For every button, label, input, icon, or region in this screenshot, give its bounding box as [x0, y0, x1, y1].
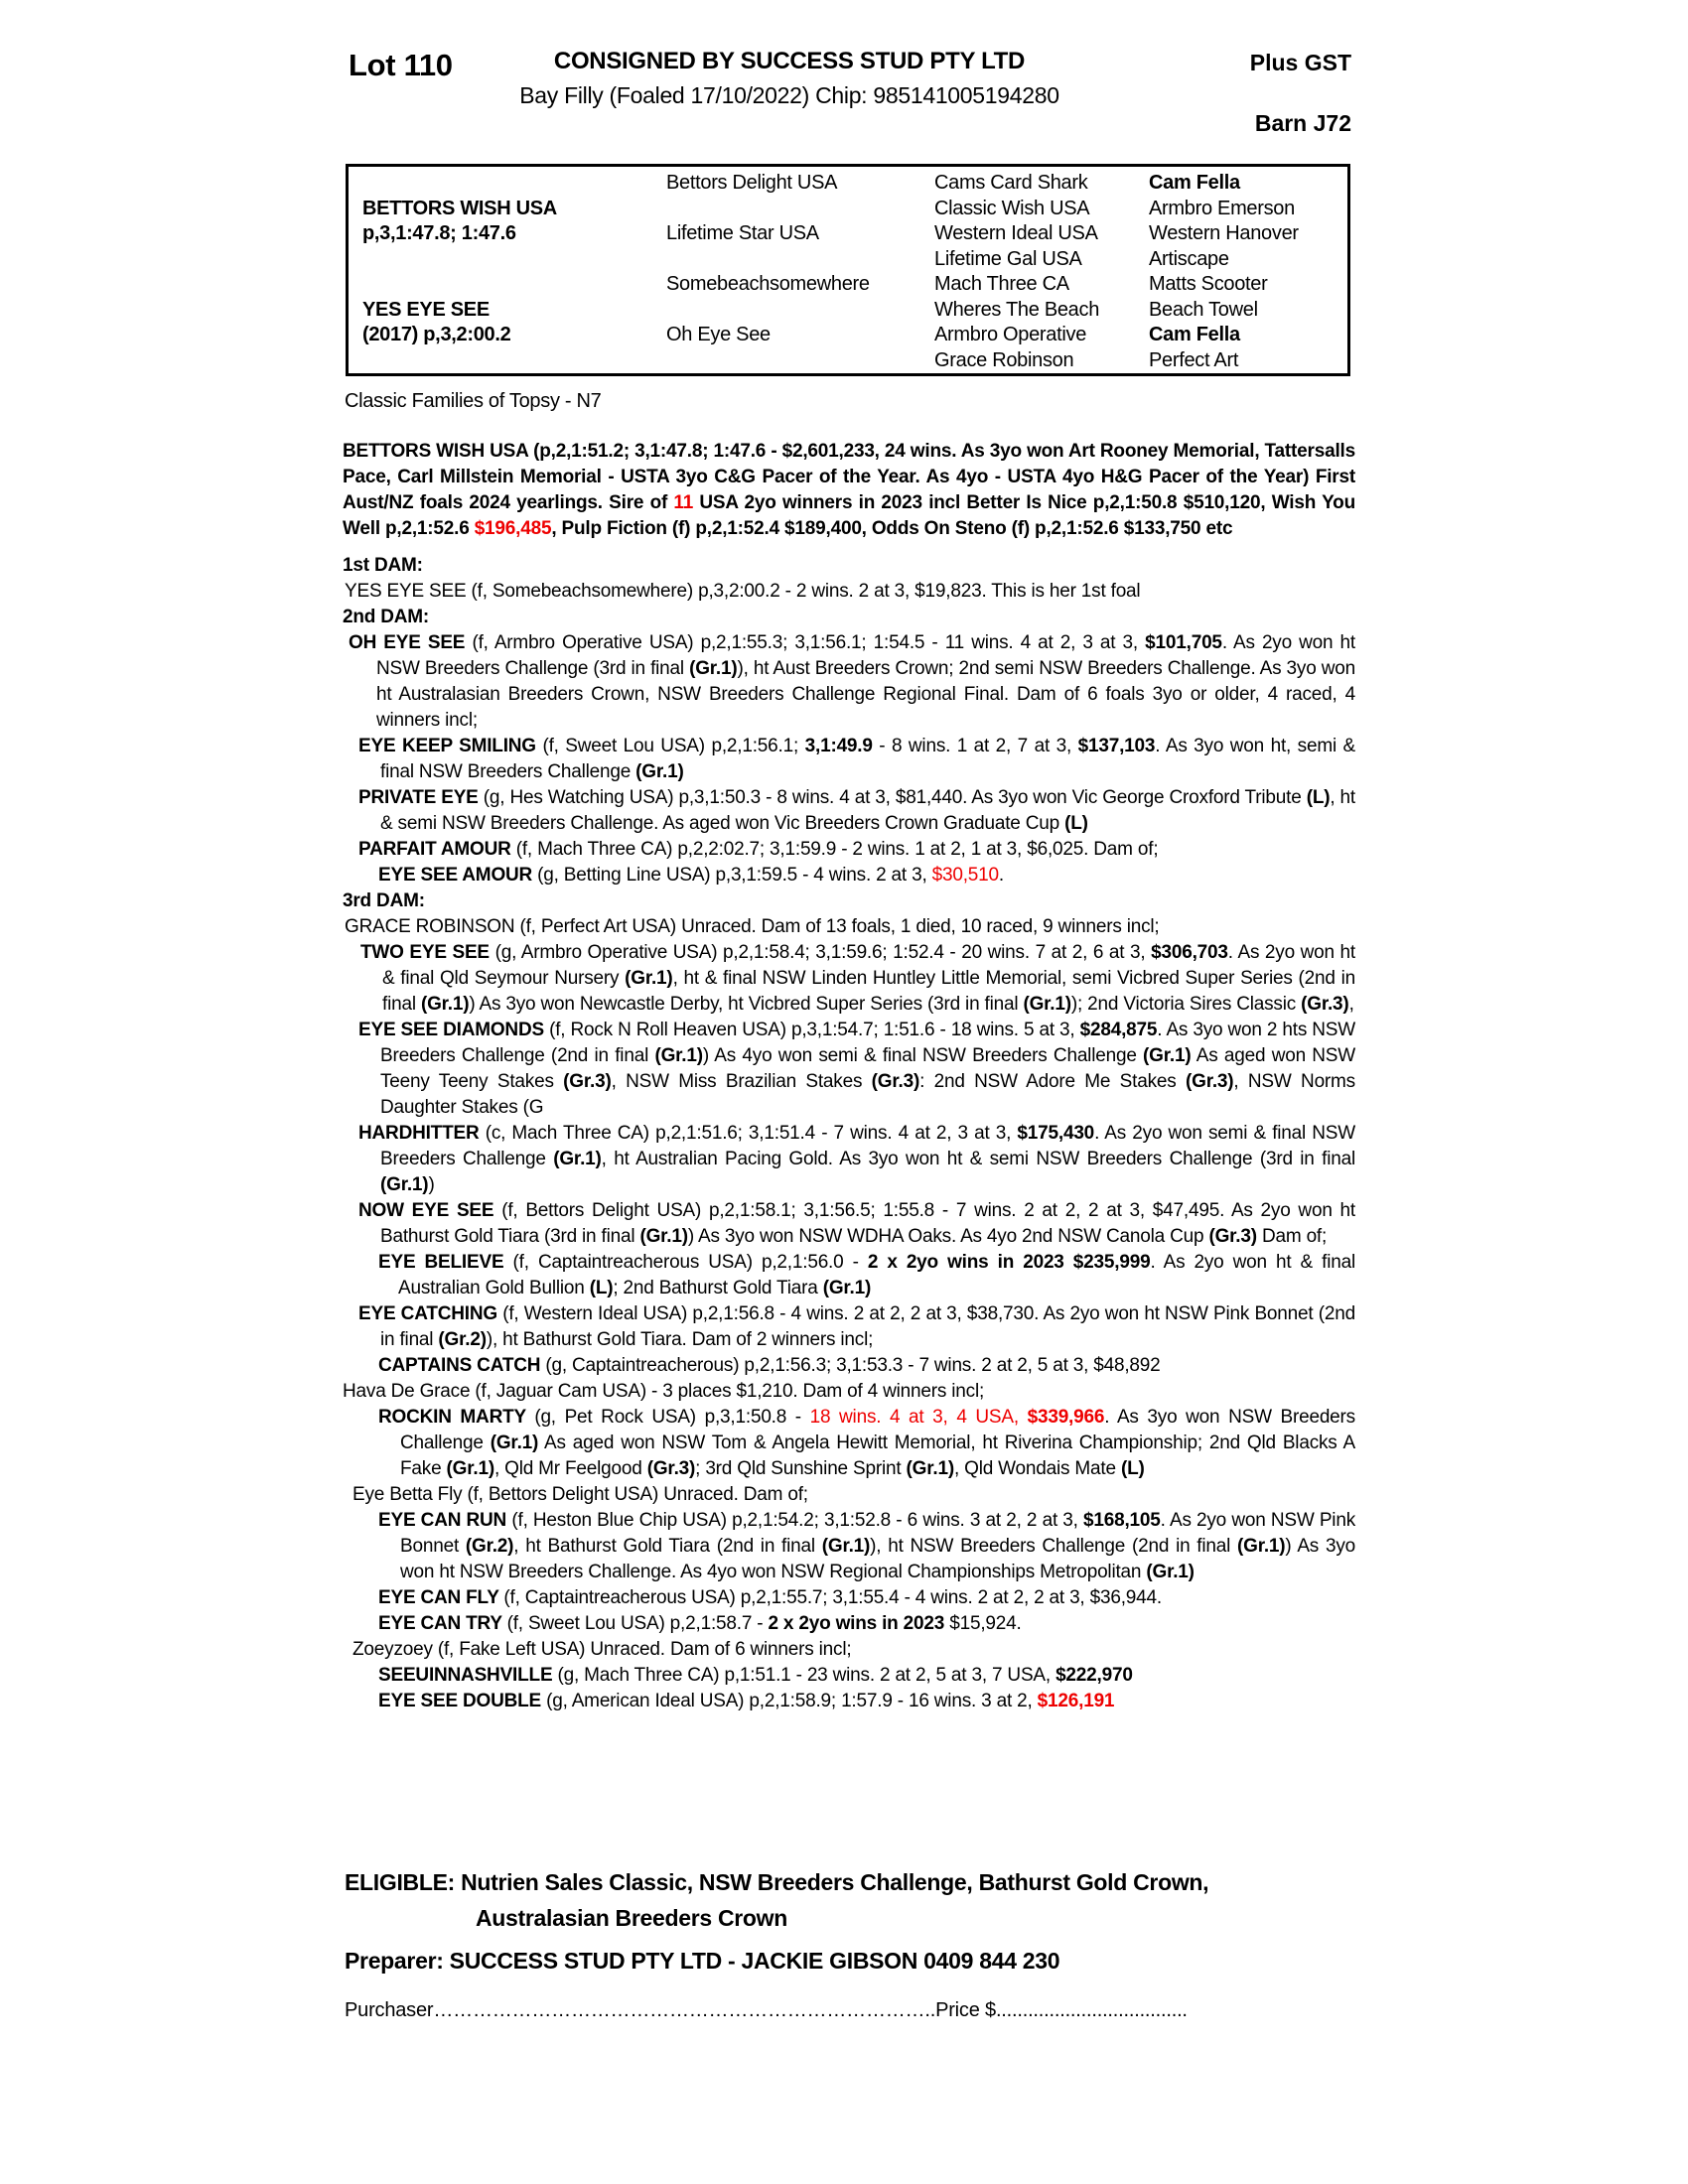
text-segment: (g, Pet Rock USA) p,3,1:50.8 - — [534, 1407, 810, 1428]
text-segment: (Gr.3) — [1185, 1071, 1234, 1092]
purchaser-line — [345, 1999, 1367, 2022]
text-segment: . As 3yo won NSW Breeders Challenge — [400, 1407, 1355, 1453]
horse-name: BETTORS WISH USA — [362, 197, 557, 219]
text-segment: YES EYE SEE (f, Somebeachsomewhere) p,3,2:00.2 - 2 wins. 2 at 3, $19,823. This is her 1st foal — [345, 581, 1141, 602]
text-segment: (Gr.1) — [420, 994, 470, 1015]
text-segment: EYE CATCHING — [358, 1303, 503, 1324]
text-segment: . As 2yo won ht NSW Breeders Challenge (3rd in final — [376, 632, 1355, 679]
text-segment: (Gr.3) — [1301, 994, 1349, 1015]
eligible-line1: ELIGIBLE: Nutrien Sales Classic, NSW Breeders Challenge, Bathurst Gold Crown, — [345, 1869, 1209, 1895]
text-segment: ) As 3yo won NSW WDHA Oaks. As 4yo 2nd NSW Canola Cup — [687, 1226, 1209, 1247]
text-segment: 3,1:49.9 — [804, 736, 873, 756]
eligible-line2: Australasian Breeders Crown — [476, 1905, 788, 1931]
text-segment: $30,510 — [931, 865, 999, 886]
text-segment: (Gr.1) — [446, 1458, 494, 1479]
pedigree-gen4-cell: Cam Fella — [1149, 324, 1240, 345]
text-segment: PRIVATE EYE — [358, 787, 484, 808]
text-segment: (g, Armbro Operative USA) p,2,1:58.4; 3,1:59.6; 1:52.4 - 20 wins. 7 at 2, 6 at 3, — [494, 942, 1152, 963]
preparer-line: Preparer: SUCCESS STUD PTY LTD - JACKIE GIBSON 0409 844 230 — [345, 1948, 1060, 1974]
text-segment: (f, Captaintreacherous USA) p,2,1:56.0 - — [512, 1252, 868, 1273]
header-right — [1250, 50, 1351, 137]
lot-number: Lot 110 — [349, 48, 453, 82]
pedigree-gen4-cell: Beach Towel — [1149, 298, 1258, 321]
text-segment: (g, Betting Line USA) p,3,1:59.5 - 4 wins. 2 at 3, — [537, 865, 932, 886]
pedigree-gen3-cell: Classic Wish USA — [934, 197, 1090, 219]
text-segment: USA 2yo winners in 2023 incl Better Is Nice p,2,1:50.8 $510,120, Wish You Well p,2,1:52.6 — [343, 492, 1355, 539]
eye-believe — [343, 1250, 1355, 1301]
pedigree-gen3-cell: Grace Robinson — [934, 348, 1074, 371]
text-segment: . As 2yo won NSW Pink Bonnet — [400, 1510, 1355, 1557]
rockin-marty — [343, 1405, 1355, 1482]
text-segment: : 2nd NSW Adore Me Stakes — [919, 1071, 1186, 1092]
text-segment: OH EYE SEE — [349, 632, 473, 653]
text-segment: (Gr.1) — [380, 1174, 429, 1195]
text-segment: (Gr.1) — [1236, 1536, 1286, 1557]
eye-see-double — [343, 1689, 1355, 1714]
text-segment: (f, Heston Blue Chip USA) p,2,1:54.2; 3,1:52.8 - 6 wins. 3 at 2, 2 at 3, — [511, 1510, 1084, 1531]
text-segment: Zoeyzoey (f, Fake Left USA) Unraced. Dam of 6 winners incl; — [352, 1639, 852, 1660]
text-segment: $101,705 — [1145, 632, 1222, 653]
text-segment: . As 2yo won ht & final Qld Seymour Nursery — [382, 942, 1356, 989]
text-segment: 2 x 2yo wins in 2023 — [768, 1613, 945, 1634]
eye-catching — [343, 1301, 1355, 1353]
text-segment: $168,105 — [1083, 1510, 1161, 1531]
text-segment: ), ht NSW Breeders Challenge (2nd in final — [870, 1536, 1237, 1557]
text-segment: , — [1348, 994, 1354, 1015]
family-line: Classic Families of Topsy - N7 — [345, 390, 602, 412]
pedigree-gen1-cell — [362, 272, 666, 373]
hardhitter — [343, 1121, 1355, 1198]
text-segment: Hava De Grace (f, Jaguar Cam USA) - 3 places $1,210. Dam of 4 winners incl; — [343, 1381, 985, 1402]
text-segment: (Gr.1) — [822, 1278, 872, 1298]
eye-see-amour — [343, 863, 1355, 888]
text-segment: , Pulp Fiction (f) p,2,1:52.4 $189,400, Odds On Steno (f) p,2,1:52.6 $133,750 etc — [551, 518, 1233, 539]
eye-see-diamonds — [343, 1018, 1355, 1121]
pedigree-gen1-cell — [362, 171, 666, 272]
text-segment: (Gr.3) — [646, 1458, 696, 1479]
price-fill-in: .................................... — [995, 1999, 1188, 2021]
text-segment: $137,103 — [1077, 736, 1156, 756]
eligible-block — [345, 1864, 1357, 1936]
purchaser-label: Purchaser — [345, 1999, 434, 2021]
horse-record: (2017) p,3,2:00.2 — [362, 324, 511, 345]
text-segment: . As 2yo won semi & final NSW Breeders Challenge — [380, 1123, 1355, 1169]
text-segment: 1st DAM: — [343, 555, 423, 576]
text-segment: $126,191 — [1037, 1691, 1115, 1711]
text-segment: (Gr.1) — [639, 1226, 688, 1247]
text-segment: EYE CAN RUN — [378, 1510, 512, 1531]
text-segment: , NSW Miss Brazilian Stakes — [611, 1071, 872, 1092]
text-segment: - 8 wins. 1 at 2, 7 at 3, — [872, 736, 1078, 756]
text-segment: (f, Sweet Lou USA) p,2,1:56.1; — [542, 736, 805, 756]
pedigree-gen3-cell: Wheres The Beach — [934, 298, 1100, 321]
pedigree-gen4-cell: Artiscape — [1149, 247, 1229, 270]
eye-can-try — [343, 1611, 1355, 1637]
text-segment: $306,703 — [1151, 942, 1228, 963]
text-segment: As aged won NSW Tom & Angela Hewitt Memorial, ht Riverina Championship; 2nd Qld Blacks A Fake — [400, 1433, 1355, 1479]
text-segment: ) As 3yo won ht NSW Breeders Challenge. As 4yo won NSW Regional Championships Metropolitan — [400, 1536, 1355, 1582]
text-segment: SEEUINNASHVILLE — [378, 1665, 558, 1686]
text-segment: CAPTAINS CATCH — [378, 1355, 546, 1376]
text-segment: ) — [428, 1174, 435, 1195]
text-segment: (Gr.1) — [821, 1536, 871, 1557]
hava-de-grace — [343, 1379, 1355, 1405]
text-segment: 2 x 2yo wins in 2023 $235,999 — [867, 1252, 1151, 1273]
text-segment: 18 wins. 4 at 3, 4 USA, — [809, 1407, 1028, 1428]
text-segment: $222,970 — [1055, 1665, 1133, 1686]
eye-keep-smiling — [343, 734, 1355, 785]
second-dam-label — [343, 605, 1355, 630]
text-segment: (L) — [1064, 813, 1088, 834]
text-segment: (f, Bettors Delight USA) p,2,1:58.1; 3,1:56.5; 1:55.8 - 7 wins. 2 at 2, 2 at 3, $47,495. As 2yo won ht Bathurst Gold Tiara (3rd in final — [380, 1200, 1355, 1247]
dam-yes-eye-see — [343, 579, 1355, 605]
text-segment: EYE CAN TRY — [378, 1613, 507, 1634]
seeuinnashville — [343, 1663, 1355, 1689]
text-segment: . As 3yo won ht, semi & final NSW Breeders Challenge — [380, 736, 1356, 782]
pedigree-gen3-cell: Armbro Operative — [934, 324, 1087, 345]
text-segment: , ht & final NSW Linden Huntley Little Memorial, semi Vicbred Super Series (2nd in final — [382, 968, 1355, 1015]
text-segment: (f, Captaintreacherous USA) p,2,1:55.7; 3,1:55.4 - 4 wins. 2 at 2, 2 at 3, $36,944. — [503, 1587, 1162, 1608]
text-segment: EYE SEE AMOUR — [378, 865, 538, 886]
oh-eye-see — [343, 630, 1355, 734]
text-segment: TWO EYE SEE — [360, 942, 495, 963]
text-segment: Eye Betta Fly (f, Bettors Delight USA) Unraced. Dam of; — [352, 1484, 808, 1505]
text-segment: 3rd DAM: — [343, 890, 425, 911]
text-segment: GRACE ROBINSON (f, Perfect Art USA) Unraced. Dam of 13 foals, 1 died, 10 raced, 9 winners incl; — [345, 916, 1160, 937]
pedigree-gen4-cell: Matts Scooter — [1149, 273, 1268, 295]
text-segment: (g, Captaintreacherous) p,2,1:56.3; 3,1:53.3 - 7 wins. 2 at 2, 5 at 3, $48,892 — [545, 1355, 1161, 1376]
pedigree-text — [343, 428, 1355, 1714]
pedigree-gen4-cell: Armbro Emerson — [1149, 197, 1295, 219]
text-segment: (g, Mach Three CA) p,1:51.1 - 23 wins. 2 at 2, 5 at 3, 7 USA, — [557, 1665, 1056, 1686]
text-segment: 11 — [673, 492, 694, 513]
text-segment: Dam of; — [1256, 1226, 1328, 1247]
text-segment: ROCKIN MARTY — [378, 1407, 535, 1428]
text-segment: (f, Mach Three CA) p,2,2:02.7; 3,1:59.9 - 2 wins. 1 at 2, 1 at 3, $6,025. Dam of; — [515, 839, 1159, 860]
price-label: Price $ — [935, 1999, 996, 2021]
text-segment: (f, Western Ideal USA) p,2,1:56.8 - 4 wins. 2 at 2, 2 at 3, $38,730. As 2yo won ht NSW Pink Bonnet (2nd in final — [380, 1303, 1355, 1350]
first-dam-label — [343, 553, 1355, 579]
text-segment: $175,430 — [1017, 1123, 1095, 1144]
pedigree-gen4-cell: Western Hanover — [1149, 222, 1299, 244]
plus-gst-label: Plus GST — [1249, 50, 1351, 75]
text-segment: $196,485 — [474, 518, 552, 539]
text-segment: (L) — [1306, 787, 1331, 808]
text-segment: (Gr.3) — [1208, 1226, 1257, 1247]
text-segment: PARFAIT AMOUR — [358, 839, 516, 860]
pedigree-gen2-cell: Somebeachsomewhere — [666, 273, 870, 295]
text-segment: , NSW Norms Daughter Stakes (G — [380, 1071, 1355, 1118]
text-segment: (Gr.1) — [1146, 1562, 1195, 1582]
pedigree-gen2-cell: Bettors Delight USA — [666, 172, 838, 194]
third-dam-label — [343, 888, 1355, 914]
text-segment: EYE CAN FLY — [378, 1587, 504, 1608]
text-segment: (Gr.1) — [1023, 994, 1071, 1015]
text-segment: . — [998, 865, 1004, 886]
text-segment: , Qld Wondais Mate — [953, 1458, 1121, 1479]
eye-can-run — [343, 1508, 1355, 1585]
text-segment: (Gr.1) — [553, 1149, 602, 1169]
text-segment: (Gr.1) — [635, 761, 684, 782]
text-segment: , ht & semi NSW Breeders Challenge. As aged won Vic Breeders Crown Graduate Cup — [380, 787, 1355, 834]
private-eye — [343, 785, 1355, 837]
text-segment: (f, Rock N Roll Heaven USA) p,3,1:54.7; 1:51.6 - 18 wins. 5 at 3, — [549, 1020, 1080, 1040]
barn-label: Barn J72 — [1254, 110, 1351, 136]
text-segment: (f, Armbro Operative USA) p,2,1:55.3; 3,1:56.1; 1:54.5 - 11 wins. 4 at 2, 3 at 3, — [472, 632, 1146, 653]
grace-robinson — [343, 914, 1355, 940]
text-segment: (Gr.2) — [438, 1329, 487, 1350]
text-segment: ); 2nd Victoria Sires Classic — [1070, 994, 1302, 1015]
text-segment: (Gr.1) — [625, 968, 673, 989]
text-segment: (c, Mach Three CA) p,2,1:51.6; 3,1:51.4 - 7 wins. 4 at 2, 3 at 3, — [485, 1123, 1018, 1144]
pedigree-gen3-cell: Cams Card Shark — [934, 172, 1088, 194]
purchaser-fill-in: ………………………………………………………………….. — [433, 1999, 936, 2021]
text-segment: (f, Sweet Lou USA) p,2,1:58.7 - — [506, 1613, 769, 1634]
text-segment: (L) — [589, 1278, 614, 1298]
text-segment: HARDHITTER — [358, 1123, 486, 1144]
pedigree-gen4-cell: Cam Fella — [1149, 172, 1240, 194]
text-segment: EYE SEE DOUBLE — [378, 1691, 547, 1711]
pedigree-grid — [346, 164, 1350, 376]
text-segment: . As 2yo won ht & final Australian Gold Bullion — [398, 1252, 1355, 1298]
text-segment: (Gr.1) — [689, 658, 738, 679]
page-header — [343, 48, 1355, 157]
text-segment: (g, Hes Watching USA) p,3,1:50.3 - 8 wins. 4 at 3, $81,440. As 3yo won Vic George Croxford Tribute — [483, 787, 1307, 808]
text-segment: $339,966 — [1027, 1407, 1105, 1428]
pedigree-gen3-cell: Lifetime Gal USA — [934, 247, 1082, 270]
text-segment: ), ht Bathurst Gold Tiara. Dam of 2 winners incl; — [486, 1329, 874, 1350]
consignor-line: CONSIGNED BY SUCCESS STUD PTY LTD — [553, 48, 1026, 74]
foal-description: Bay Filly (Foaled 17/10/2022) Chip: 985141005194280 — [519, 82, 1059, 108]
text-segment: (Gr.1) — [906, 1458, 954, 1479]
text-segment: ), ht Aust Breeders Crown; 2nd semi NSW Breeders Challenge. As 3yo won ht Australasian Breeders Crown, NSW Breeders Challenge Regional Final. Dam of 6 foals 3yo or older, 4 raced, 4 winners incl; — [376, 658, 1355, 731]
text-segment: (Gr.1) — [490, 1433, 539, 1453]
text-segment: ) As 3yo won Newcastle Derby, ht Vicbred Super Series (3rd in final — [469, 994, 1024, 1015]
pedigree-gen3-cell: Western Ideal USA — [934, 222, 1098, 244]
text-segment: NOW EYE SEE — [358, 1200, 502, 1221]
text-segment: (Gr.2) — [465, 1536, 514, 1557]
text-segment: $284,875 — [1079, 1020, 1158, 1040]
pedigree-gen2-cell: Lifetime Star USA — [666, 222, 819, 244]
text-segment: (g, American Ideal USA) p,2,1:58.9; 1:57.9 - 16 wins. 3 at 2, — [546, 1691, 1038, 1711]
text-segment: $15,924. — [944, 1613, 1022, 1634]
text-segment: As aged won NSW Teeny Teeny Stakes — [380, 1045, 1356, 1092]
text-segment: ; 3rd Qld Sunshine Sprint — [695, 1458, 907, 1479]
text-segment: , Qld Mr Feelgood — [493, 1458, 647, 1479]
parfait-amour — [343, 837, 1355, 863]
two-eye-see — [343, 940, 1355, 1018]
horse-record: p,3,1:47.8; 1:47.6 — [362, 222, 516, 244]
text-segment: . As 3yo won 2 hts NSW Breeders Challenge (2nd in final — [380, 1020, 1356, 1066]
zoeyzoey — [343, 1637, 1355, 1663]
text-segment: EYE BELIEVE — [378, 1252, 513, 1273]
text-segment: , ht Australian Pacing Gold. As 3yo won ht & semi NSW Breeders Challenge (3rd in final — [601, 1149, 1356, 1169]
text-segment: (Gr.1) — [654, 1045, 703, 1066]
pedigree-gen4-cell: Perfect Art — [1149, 348, 1239, 371]
text-segment: EYE SEE DIAMONDS — [358, 1020, 550, 1040]
text-segment: (Gr.3) — [563, 1071, 612, 1092]
text-segment: EYE KEEP SMILING — [358, 736, 543, 756]
eye-betta-fly — [343, 1482, 1355, 1508]
captains-catch — [343, 1353, 1355, 1379]
eye-can-fly — [343, 1585, 1355, 1611]
text-segment: (L) — [1120, 1458, 1145, 1479]
text-segment: (Gr.1) — [1143, 1045, 1192, 1066]
pedigree-gen2-cell: Oh Eye See — [666, 324, 771, 345]
text-segment: (Gr.3) — [871, 1071, 920, 1092]
horse-name: YES EYE SEE — [362, 298, 490, 321]
now-eye-see — [343, 1198, 1355, 1250]
sire-summary — [343, 439, 1355, 542]
text-segment: ; 2nd Bathurst Gold Tiara — [613, 1278, 823, 1298]
pedigree-gen3-cell: Mach Three CA — [934, 273, 1069, 295]
text-segment: , ht Bathurst Gold Tiara (2nd in final — [513, 1536, 822, 1557]
header-center — [343, 48, 1236, 109]
text-segment: 2nd DAM: — [343, 607, 430, 627]
text-segment: BETTORS WISH USA (p,2,1:51.2; 3,1:47.8; 1:47.6 - $2,601,233, 24 wins. As 3yo won Art Rooney Memorial, Tattersalls Pace, Carl Millstein Memorial - USTA 3yo C&G Pacer of the Year. As 4yo - USTA 4yo H&G Pacer of the Year) First Aust/NZ foals 2024 yearlings. Sire of — [343, 441, 1355, 513]
text-segment: ) As 4yo won semi & final NSW Breeders Challenge — [702, 1045, 1144, 1066]
